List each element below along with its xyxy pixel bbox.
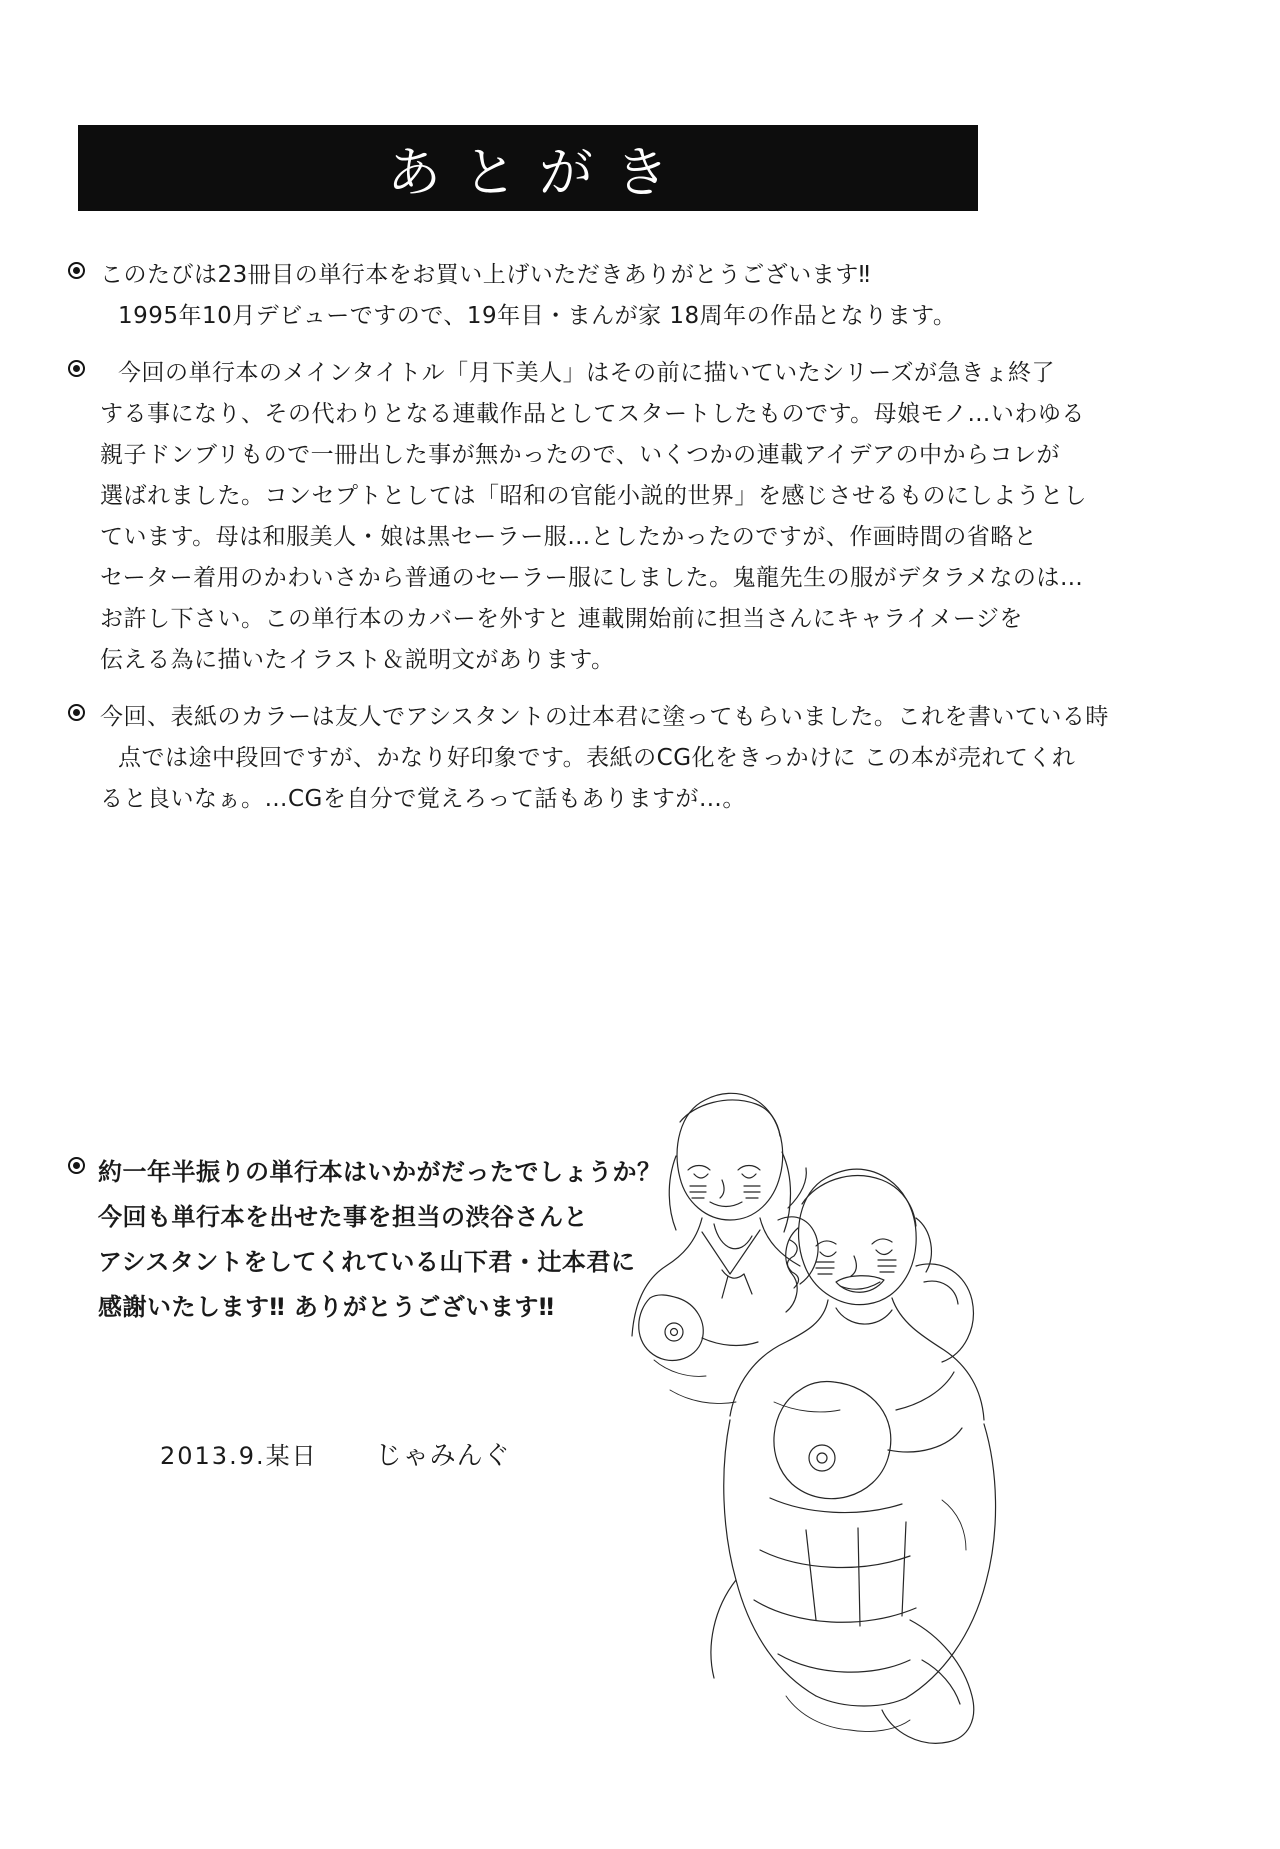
signature-date: 2013.9.某日	[160, 1442, 318, 1470]
thanks-line: 感謝いたします‼ ありがとうございます‼	[98, 1293, 555, 1321]
signature-author-name: じゃみんぐ	[375, 1441, 511, 1471]
afterword-line: セーター着用のかわいさから普通のセーラー服にしました。鬼龍先生の服がデタラメなのは…	[100, 565, 1084, 591]
afterword-paragraph-3	[66, 697, 1109, 820]
afterword-paragraph-2	[66, 353, 1087, 681]
circle-bullet-icon	[68, 262, 85, 279]
page-title: あとがき	[387, 140, 691, 204]
thanks-line: 約一年半振りの単行本はいかがだったでしょうか？	[98, 1158, 662, 1186]
thanks-line: 今回も単行本を出せた事を担当の渋谷さんと	[98, 1203, 588, 1231]
afterword-line: 伝える為に描いたイラスト＆説明文があります。	[100, 647, 615, 673]
circle-bullet-icon	[68, 1157, 85, 1174]
signature-block	[160, 1435, 511, 1472]
afterword-line: 今回の単行本のメインタイトル「月下美人」はその前に描いていたシリーズが急きょ終了	[118, 360, 1056, 386]
circle-bullet-icon	[68, 360, 85, 377]
circle-bullet-icon	[68, 704, 85, 721]
afterword-line: 点では途中段回ですが、かなり好印象です。表紙のCG化をきっかけに この本が売れてくれ	[118, 745, 1076, 771]
thanks-line: アシスタントをしてくれている山下君・辻本君に	[98, 1248, 636, 1276]
afterword-paragraph-1	[66, 255, 1066, 337]
afterword-line: 今回、表紙のカラーは友人でアシスタントの辻本君に塗ってもらいました。これを書いている時	[100, 704, 1109, 730]
two-characters-sketch	[610, 1060, 1030, 1760]
afterword-line: ると良いなぁ。…CGを自分で覚えろって話もありますが…。	[100, 786, 746, 812]
afterword-title-banner	[78, 125, 978, 211]
afterword-body	[66, 255, 1109, 836]
afterword-line: する事になり、その代わりとなる連載作品としてスタートしたものです。母娘モノ…いわゆる	[100, 401, 1085, 427]
afterword-line: このたびは23冊目の単行本をお買い上げいただきありがとうございます‼	[100, 262, 871, 288]
afterword-line: ています。母は和服美人・娘は黒セーラー服…としたかったのですが、作画時間の省略と	[100, 524, 1038, 550]
afterword-line: 1995年10月デビューですので、19年目・まんが家 18周年の作品となります。	[118, 303, 957, 329]
afterword-line: 親子ドンブリもので一冊出した事が無かったので、いくつかの連載アイデアの中からコレが	[100, 442, 1061, 468]
afterword-line: お許し下さい。この単行本のカバーを外すと 連載開始前に担当さんにキャライメージを	[100, 606, 1023, 632]
afterword-line: 選ばれました。コンセプトとしては「昭和の官能小説的世界」を感じさせるものにしようとし	[100, 483, 1087, 509]
